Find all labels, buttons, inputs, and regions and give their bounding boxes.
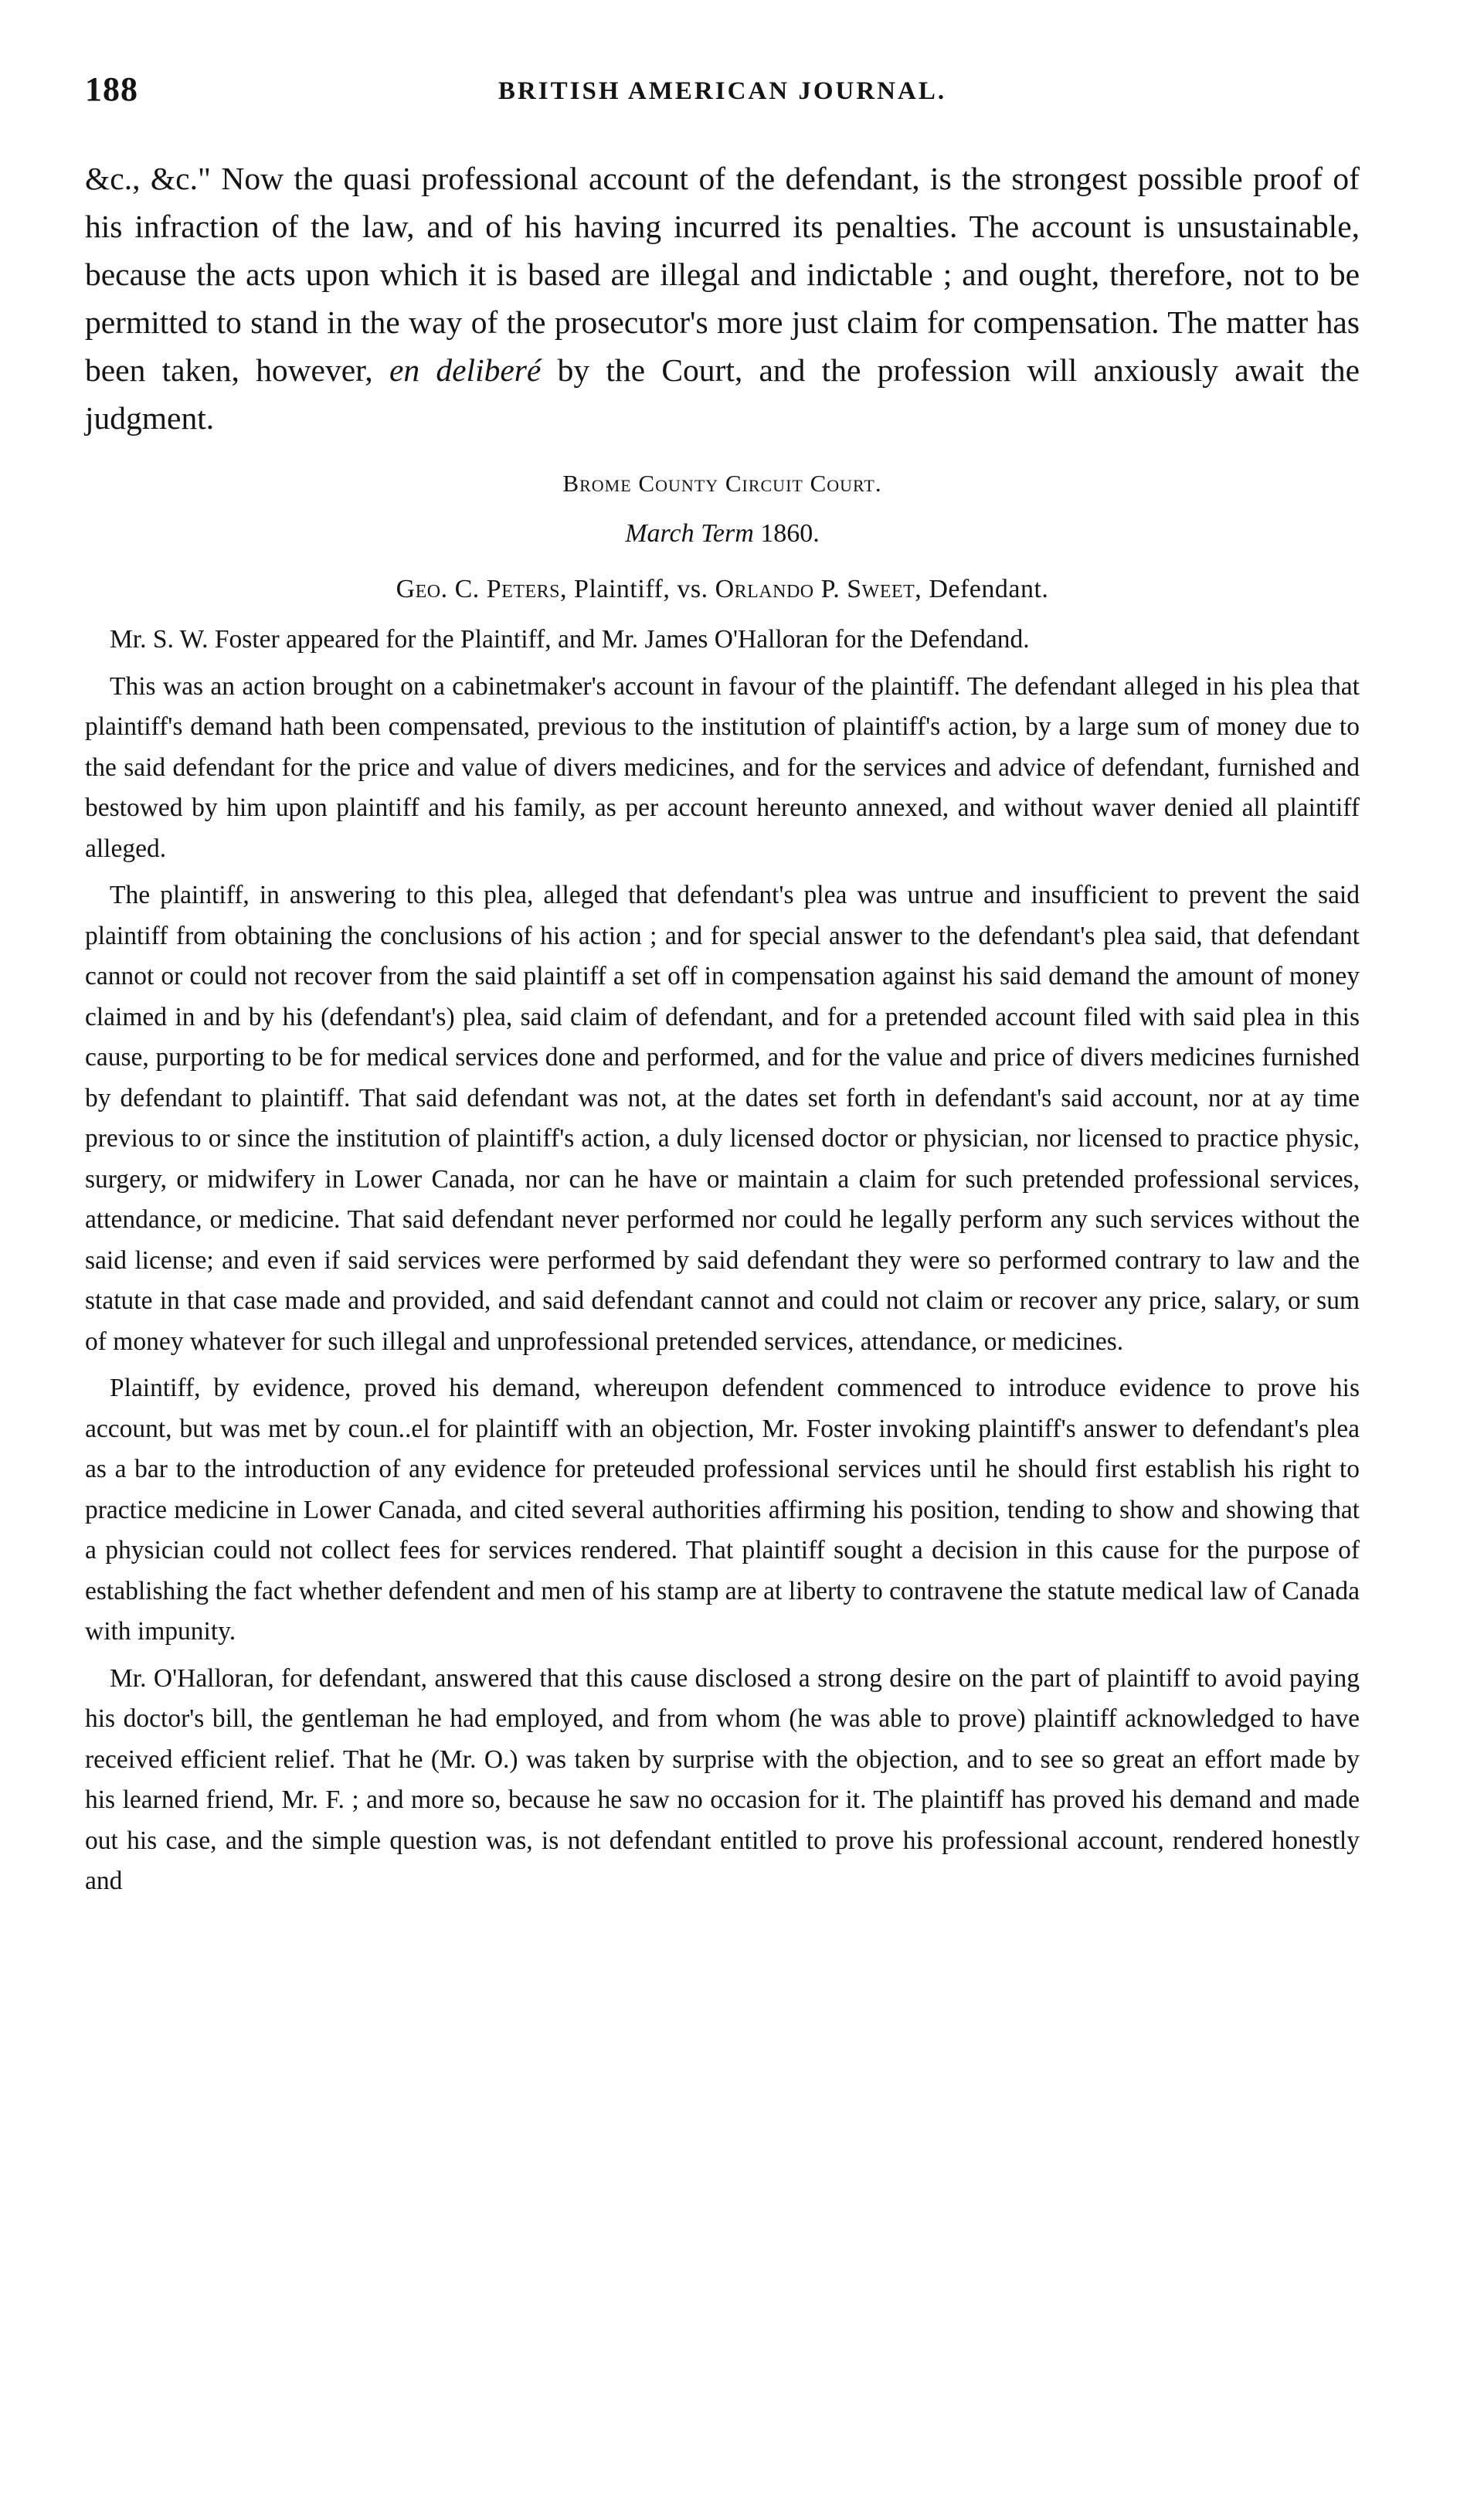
term-italic: March Term xyxy=(625,519,754,548)
case-parties xyxy=(85,561,1360,618)
paragraph-action: This was an action brought on a cabinetmaker's account in favour of the plaintiff. The defendant alleged in his plea that plaintiff's demand hath been compensated, previous to the institution of plaintiff's action, by a large sum of money due to the said defendant for the price and value of divers medicines, and for the services and advice of defendant, furnished and bestowed by him upon plaintiff and his family, as per account hereunto annexed, and without waver denied all plaintiff alleged. xyxy=(85,671,1360,863)
document-page xyxy=(85,70,1360,1908)
paragraph-evidence: Plaintiff, by evidence, proved his demand, whereupon defendent commenced to introduce evidence to prove his account, but was met by coun..el for plaintiff with an objection, Mr. Foster invoking plaintiff's answer to defendant's plea as a bar to the introduction of any evidence for preteuded professional services until he should first establish his right to practice medicine in Lower Canada, and cited several authorities affirming his position, tending to show and showing that a physician could not collect fees for services rendered. That plaintiff sought a decision in this cause for the purpose of establishing the fact whether defendent and men of his stamp are at liberty to contravene the statute medical law of Canada with impunity. xyxy=(85,1374,1360,1646)
term-line xyxy=(85,507,1360,561)
court-heading: Brome County Circuit Court. xyxy=(562,470,882,497)
page-header xyxy=(85,70,1360,124)
paragraph-defence-reply: Mr. O'Halloran, for defendant, answered that this cause disclosed a strong desire on the part of plaintiff to avoid paying his doctor's bill, the gentleman he had employed, and from whom (he was able to prove) plaintiff acknowledged to have received efficient relief. That he (Mr. O.) was taken by surprise with the objection, and to see so great an effort made by his learned friend, Mr. F. ; and more so, because he saw no occasion for it. The plaintiff has proved his demand and made out his case, and the simple question was, is not defendant entitled to prove his professional account, rendered honestly and xyxy=(85,1663,1360,1895)
intro-italic-phrase: en deliberé xyxy=(389,352,542,388)
defendant-name: Orlando P. Sweet, xyxy=(715,575,922,603)
intro-tail: by the Court, and the profession will anxiously await the judgment. xyxy=(85,352,1360,436)
plaintiff-name: Geo. C. Peters, xyxy=(396,575,568,603)
intro-text: &c., &c." Now the quasi professional account of the defendant, is the strongest possible proof of his infraction of the law, and of his having incurred its penalties. The account is unsustainable, because the acts upon which it is based are illegal and indictable ; and ought, therefore, not to be permitted to stand in the way of the prosecutor's more just claim for compensation. The matter has been taken, however, xyxy=(85,161,1360,388)
running-head: BRITISH AMERICAN JOURNAL. xyxy=(497,77,947,105)
intro-paragraph xyxy=(85,155,1360,442)
term-year: 1860. xyxy=(760,519,820,548)
case-report-body xyxy=(85,620,1360,1902)
defendant-role: Defendant. xyxy=(929,575,1049,603)
paragraph-counsel: Mr. S. W. Foster appeared for the Plaintiff, and Mr. James O'Halloran for the Defendand. xyxy=(110,625,1030,654)
page-number: 188 xyxy=(85,70,138,108)
paragraph-plaintiff-answer: The plaintiff, in answering to this plea, alleged that defendant's plea was untrue and insufficient to prevent the said plaintiff from obtaining the conclusions of his action ; and for special answer to the defendant's plea said, that defendant cannot or could not recover from the said plaintiff a set off in compensation against his said demand the amount of money claimed in and by his (defendant's) plea, said claim of defendant, and for a pretended account filed with said plea in this cause, purporting to be for medical services done and performed, and for the value and price of divers medicines furnished by defendant to plaintiff. That said defendant was not, at the dates set forth in defendant's said account, nor at ay time previous to or since the institution of plaintiff's action, a duly licensed doctor or physician, nor licensed to practice physic, surgery, or midwifery in Lower Canada, nor can he have or maintain a claim for such pretended professional services, attendance, or medicine. That said defendant never performed nor could he legally perform any such services without the said license; and even if said services were performed by said defendant they were so performed contrary to law and the statute in that case made and provided, and said defendant cannot and could not claim or recover any price, salary, or sum of money whatever for such illegal and unprofessional pretended services, attendance, or medicines. xyxy=(85,881,1360,1356)
plaintiff-role: Plaintiff, vs. xyxy=(574,575,708,603)
